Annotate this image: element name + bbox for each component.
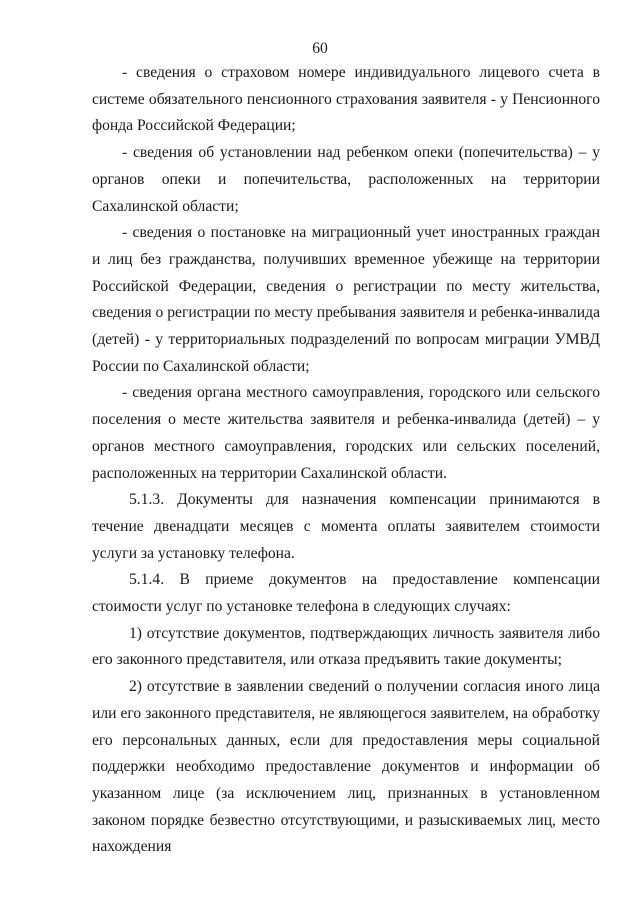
paragraph-5-1-3: 5.1.3. Документы для назначения компенсации принимаются в течение двенадцати месяцев с момента оплаты заявителем стоимости услуги за установку телефона. [92, 491, 600, 562]
paragraph-case-1: 1) отсутствие документов, подтверждающих личность заявителя либо его законного представителя, или отказа предъявить такие документы; [92, 624, 600, 669]
paragraph-local-government-info: - сведения органа местного самоуправления, городского или сельского поселения о месте жительства заявителя и ребенка-инвалида (детей) – у органов местного самоуправления, городских или сельских поселений, расположенных на территории Сахалинской области. [92, 384, 600, 482]
paragraph-guardianship-info: - сведения об установлении над ребенком опеки (попечительства) – у органов опеки и попечительства, расположенных на территории Сахалинской области; [92, 144, 600, 215]
paragraph-migration-info: - сведения о постановке на миграционный учет иностранных граждан и лиц без гражданства, получивших временное убежище на территории Российской Федерации, сведения о регистрации по месту жительства, сведения о регистрации по месту пребывания заявителя и ребенка-инвалида (детей) - у территориальных подразделений по вопросам миграции УМВД России по Сахалинской области; [92, 224, 600, 375]
paragraph-pension-fund-info: - сведения о страховом номере индивидуального лицевого счета в системе обязательного пенсионного страхования заявителя - у Пенсионного фонда Российской Федерации; [92, 64, 600, 135]
body-text [92, 60, 600, 861]
paragraph-5-1-4: 5.1.4. В приеме документов на предоставление компенсации стоимости услуг по установке телефона в следующих случаях: [92, 571, 600, 616]
paragraph-case-2: 2) отсутствие в заявлении сведений о получении согласия иного лица или его законного представителя, не являющегося заявителем, на обработку его персональных данных, если для предоставления меры социальной поддержки необходимо предоставление документов и информации об указанном лице (за исключением лиц, признанных в установленном законом порядке безвестно отсутствующими, и разыскиваемых лиц, место нахождения [92, 678, 600, 856]
page-number: 60 [312, 40, 328, 57]
